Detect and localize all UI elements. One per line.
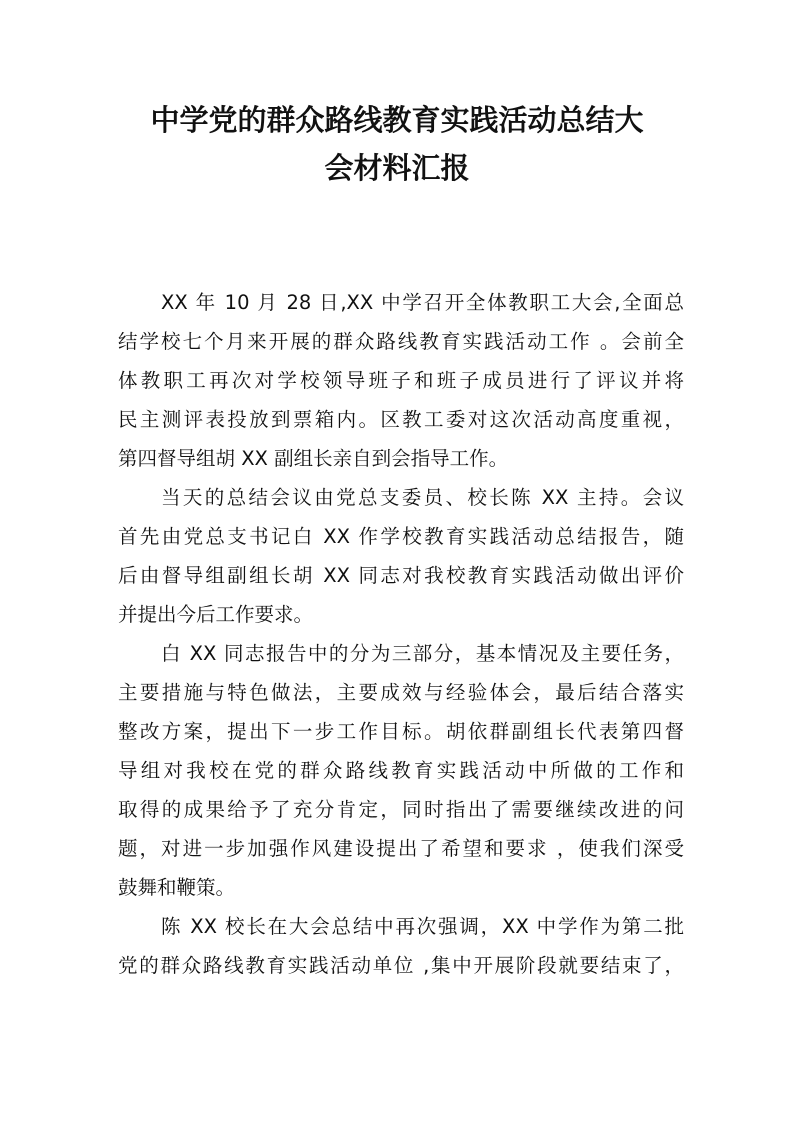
- paragraph-line: 陈 XX 校长在大会总结中再次强调，XX 中学作为第二批: [161, 915, 684, 938]
- paragraph-line: 取得的成果给予了充分肯定，同时指出了需要继续改进的问: [118, 798, 684, 821]
- paragraph-line: 题，对进一步加强作风建设提出了希望和要求 ，使我们深受: [118, 837, 684, 860]
- paragraph-line: 主要措施与特色做法，主要成效与经验体会，最后结合落实: [118, 681, 684, 704]
- paragraph-line: 当天的总结会议由党总支委员、校长陈 XX 主持。会议: [161, 486, 684, 509]
- document-title: [100, 96, 694, 192]
- paragraph-line: 白 XX 同志报告中的分为三部分，基本情况及主要任务，: [161, 642, 684, 665]
- paragraph-line: 结学校七个月来开展的群众路线教育实践活动工作 。会前全: [118, 330, 684, 353]
- paragraph-1: [118, 283, 684, 478]
- paragraph-3: [118, 634, 684, 907]
- paragraph-line: 后由督导组副组长胡 XX 同志对我校教育实践活动做出评价: [118, 564, 684, 587]
- paragraph-line: XX 年 10 月 28 日,XX 中学召开全体教职工大会,全面总: [161, 291, 684, 314]
- paragraph-2: [118, 478, 684, 634]
- paragraph-line: 并提出今后工作要求。: [118, 603, 314, 626]
- title-line-2: 会材料汇报: [324, 151, 470, 185]
- paragraph-line: 整改方案，提出下一步工作目标。胡依群副组长代表第四督: [118, 720, 684, 743]
- paragraph-line: 党的群众路线教育实践活动单位 ,集中开展阶段就要结束了，: [118, 954, 684, 977]
- paragraph-4: [118, 907, 684, 985]
- paragraph-line: 鼓舞和鞭策。: [118, 876, 236, 899]
- paragraph-line: 导组对我校在党的群众路线教育实践活动中所做的工作和: [118, 759, 684, 782]
- paragraph-line: 首先由党总支书记白 XX 作学校教育实践活动总结报告，随: [118, 525, 684, 548]
- paragraph-line: 民主测评表投放到票箱内。区教工委对这次活动高度重视，: [118, 408, 684, 431]
- paragraph-line: 体教职工再次对学校领导班子和班子成员进行了评议并将: [118, 369, 684, 392]
- document-body: [118, 283, 684, 985]
- paragraph-line: 第四督导组胡 XX 副组长亲自到会指导工作。: [118, 447, 509, 470]
- title-line-1: 中学党的群众路线教育实践活动总结大: [150, 103, 644, 137]
